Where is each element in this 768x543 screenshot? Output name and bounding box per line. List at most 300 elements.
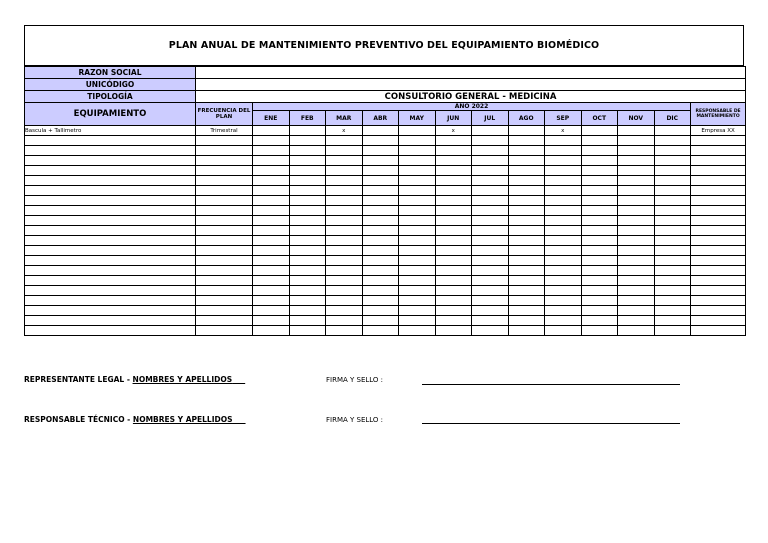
responsible-cell[interactable] — [691, 306, 746, 316]
unicodigo-value[interactable] — [196, 79, 746, 91]
month-cell[interactable] — [654, 326, 691, 336]
month-cell[interactable] — [508, 136, 545, 146]
month-cell[interactable]: x — [545, 126, 582, 136]
frequency-cell[interactable] — [196, 166, 253, 176]
month-cell[interactable] — [399, 226, 436, 236]
month-cell[interactable] — [581, 296, 618, 306]
month-cell[interactable] — [362, 256, 399, 266]
responsible-cell[interactable] — [691, 246, 746, 256]
month-cell[interactable] — [326, 316, 363, 326]
month-cell[interactable] — [253, 126, 290, 136]
month-cell[interactable] — [581, 306, 618, 316]
month-cell[interactable] — [289, 266, 326, 276]
month-cell[interactable] — [472, 146, 509, 156]
month-cell[interactable] — [545, 196, 582, 206]
month-cell[interactable] — [362, 246, 399, 256]
month-cell[interactable] — [508, 236, 545, 246]
month-cell[interactable] — [435, 166, 472, 176]
month-cell[interactable] — [472, 316, 509, 326]
month-cell[interactable] — [362, 156, 399, 166]
month-cell[interactable] — [472, 166, 509, 176]
month-cell[interactable] — [362, 296, 399, 306]
month-cell[interactable] — [508, 186, 545, 196]
month-cell[interactable] — [435, 156, 472, 166]
month-cell[interactable] — [399, 246, 436, 256]
month-cell[interactable] — [472, 186, 509, 196]
month-cell[interactable] — [545, 326, 582, 336]
month-cell[interactable] — [253, 286, 290, 296]
month-cell[interactable] — [362, 166, 399, 176]
month-cell[interactable] — [508, 276, 545, 286]
month-cell[interactable] — [289, 316, 326, 326]
month-cell[interactable] — [326, 226, 363, 236]
month-cell[interactable] — [508, 176, 545, 186]
month-cell[interactable] — [435, 296, 472, 306]
month-cell[interactable] — [545, 276, 582, 286]
month-cell[interactable] — [289, 136, 326, 146]
frequency-cell[interactable]: Trimestral — [196, 126, 253, 136]
month-cell[interactable] — [618, 256, 655, 266]
month-cell[interactable] — [472, 296, 509, 306]
month-cell[interactable] — [618, 246, 655, 256]
month-cell[interactable] — [545, 176, 582, 186]
month-cell[interactable] — [472, 216, 509, 226]
month-cell[interactable] — [326, 286, 363, 296]
month-cell[interactable] — [545, 156, 582, 166]
responsible-cell[interactable] — [691, 286, 746, 296]
month-cell[interactable] — [508, 196, 545, 206]
month-cell[interactable] — [253, 206, 290, 216]
month-cell[interactable] — [581, 166, 618, 176]
month-cell[interactable] — [508, 126, 545, 136]
responsible-cell[interactable] — [691, 326, 746, 336]
month-cell[interactable] — [618, 326, 655, 336]
month-cell[interactable] — [326, 136, 363, 146]
month-cell[interactable] — [618, 196, 655, 206]
month-cell[interactable] — [618, 276, 655, 286]
month-cell[interactable] — [399, 306, 436, 316]
month-cell[interactable] — [472, 136, 509, 146]
month-cell[interactable] — [472, 246, 509, 256]
responsible-cell[interactable] — [691, 156, 746, 166]
month-cell[interactable] — [326, 176, 363, 186]
equipment-cell[interactable] — [25, 136, 196, 146]
equipment-cell[interactable] — [25, 226, 196, 236]
month-cell[interactable] — [508, 206, 545, 216]
month-cell[interactable] — [581, 176, 618, 186]
frequency-cell[interactable] — [196, 216, 253, 226]
month-cell[interactable] — [618, 166, 655, 176]
month-cell[interactable] — [654, 266, 691, 276]
month-cell[interactable] — [289, 306, 326, 316]
frequency-cell[interactable] — [196, 296, 253, 306]
month-cell[interactable] — [289, 146, 326, 156]
month-cell[interactable] — [618, 236, 655, 246]
month-cell[interactable] — [399, 286, 436, 296]
month-cell[interactable] — [508, 246, 545, 256]
equipment-cell[interactable] — [25, 236, 196, 246]
frequency-cell[interactable] — [196, 276, 253, 286]
month-cell[interactable] — [289, 196, 326, 206]
frequency-cell[interactable] — [196, 196, 253, 206]
month-cell[interactable] — [399, 266, 436, 276]
month-cell[interactable] — [399, 126, 436, 136]
responsible-cell[interactable] — [691, 316, 746, 326]
month-cell[interactable] — [362, 186, 399, 196]
month-cell[interactable] — [581, 136, 618, 146]
month-cell[interactable] — [435, 266, 472, 276]
equipment-cell[interactable]: Bascula + Tallimetro — [25, 126, 196, 136]
month-cell[interactable] — [581, 326, 618, 336]
month-cell[interactable] — [253, 306, 290, 316]
signature-line[interactable] — [422, 384, 680, 385]
month-cell[interactable] — [508, 156, 545, 166]
frequency-cell[interactable] — [196, 306, 253, 316]
month-cell[interactable] — [654, 156, 691, 166]
month-cell[interactable] — [399, 316, 436, 326]
responsible-cell[interactable] — [691, 226, 746, 236]
equipment-cell[interactable] — [25, 316, 196, 326]
month-cell[interactable] — [362, 216, 399, 226]
month-cell[interactable] — [253, 166, 290, 176]
month-cell[interactable] — [362, 266, 399, 276]
month-cell[interactable] — [253, 236, 290, 246]
month-cell[interactable] — [545, 166, 582, 176]
month-cell[interactable] — [399, 156, 436, 166]
equipment-cell[interactable] — [25, 216, 196, 226]
month-cell[interactable] — [545, 136, 582, 146]
month-cell[interactable] — [654, 236, 691, 246]
equipment-cell[interactable] — [25, 266, 196, 276]
responsible-cell[interactable] — [691, 176, 746, 186]
month-cell[interactable] — [435, 146, 472, 156]
month-cell[interactable] — [326, 206, 363, 216]
month-cell[interactable] — [545, 206, 582, 216]
equipment-cell[interactable] — [25, 296, 196, 306]
month-cell[interactable] — [654, 316, 691, 326]
responsible-cell[interactable] — [691, 136, 746, 146]
month-cell[interactable] — [362, 316, 399, 326]
month-cell[interactable] — [326, 236, 363, 246]
frequency-cell[interactable] — [196, 226, 253, 236]
month-cell[interactable] — [289, 326, 326, 336]
month-cell[interactable] — [362, 226, 399, 236]
frequency-cell[interactable] — [196, 136, 253, 146]
month-cell[interactable] — [289, 176, 326, 186]
month-cell[interactable] — [253, 186, 290, 196]
month-cell[interactable] — [326, 266, 363, 276]
responsible-cell[interactable] — [691, 206, 746, 216]
month-cell[interactable] — [654, 146, 691, 156]
month-cell[interactable] — [618, 156, 655, 166]
month-cell[interactable] — [654, 196, 691, 206]
month-cell[interactable] — [654, 246, 691, 256]
frequency-cell[interactable] — [196, 186, 253, 196]
month-cell[interactable] — [289, 226, 326, 236]
month-cell[interactable] — [545, 286, 582, 296]
responsible-cell[interactable] — [691, 196, 746, 206]
responsible-cell[interactable] — [691, 256, 746, 266]
equipment-cell[interactable] — [25, 166, 196, 176]
month-cell[interactable] — [435, 276, 472, 286]
month-cell[interactable] — [399, 296, 436, 306]
month-cell[interactable] — [545, 316, 582, 326]
month-cell[interactable] — [472, 276, 509, 286]
month-cell[interactable] — [545, 226, 582, 236]
month-cell[interactable] — [326, 256, 363, 266]
month-cell[interactable] — [289, 216, 326, 226]
month-cell[interactable] — [326, 196, 363, 206]
month-cell[interactable] — [435, 316, 472, 326]
month-cell[interactable] — [253, 276, 290, 286]
month-cell[interactable] — [508, 226, 545, 236]
month-cell[interactable] — [654, 286, 691, 296]
equipment-cell[interactable] — [25, 156, 196, 166]
equipment-cell[interactable] — [25, 246, 196, 256]
month-cell[interactable] — [618, 306, 655, 316]
responsible-cell[interactable] — [691, 186, 746, 196]
month-cell[interactable] — [508, 216, 545, 226]
month-cell[interactable] — [618, 216, 655, 226]
equipment-cell[interactable] — [25, 286, 196, 296]
equipment-cell[interactable] — [25, 176, 196, 186]
month-cell[interactable] — [289, 166, 326, 176]
month-cell[interactable] — [618, 316, 655, 326]
month-cell[interactable] — [654, 186, 691, 196]
month-cell[interactable] — [472, 306, 509, 316]
month-cell[interactable] — [435, 176, 472, 186]
month-cell[interactable] — [326, 186, 363, 196]
month-cell[interactable] — [472, 266, 509, 276]
month-cell[interactable] — [399, 326, 436, 336]
month-cell[interactable] — [435, 206, 472, 216]
month-cell[interactable] — [654, 216, 691, 226]
month-cell[interactable] — [654, 136, 691, 146]
month-cell[interactable] — [435, 286, 472, 296]
month-cell[interactable] — [435, 196, 472, 206]
responsible-cell[interactable] — [691, 276, 746, 286]
month-cell[interactable] — [362, 176, 399, 186]
responsible-cell[interactable] — [691, 146, 746, 156]
month-cell[interactable] — [618, 126, 655, 136]
month-cell[interactable] — [581, 276, 618, 286]
month-cell[interactable] — [399, 196, 436, 206]
month-cell[interactable] — [435, 236, 472, 246]
month-cell[interactable] — [326, 326, 363, 336]
month-cell[interactable] — [289, 186, 326, 196]
month-cell[interactable] — [654, 256, 691, 266]
month-cell[interactable] — [362, 306, 399, 316]
month-cell[interactable] — [654, 226, 691, 236]
frequency-cell[interactable] — [196, 316, 253, 326]
month-cell[interactable] — [253, 176, 290, 186]
month-cell[interactable] — [654, 206, 691, 216]
month-cell[interactable] — [618, 136, 655, 146]
month-cell[interactable] — [618, 286, 655, 296]
month-cell[interactable] — [618, 186, 655, 196]
month-cell[interactable] — [326, 276, 363, 286]
month-cell[interactable] — [508, 266, 545, 276]
month-cell[interactable] — [545, 256, 582, 266]
month-cell[interactable] — [435, 216, 472, 226]
frequency-cell[interactable] — [196, 146, 253, 156]
month-cell[interactable]: x — [326, 126, 363, 136]
frequency-cell[interactable] — [196, 266, 253, 276]
month-cell[interactable] — [545, 296, 582, 306]
signature-line[interactable] — [422, 423, 680, 424]
month-cell[interactable] — [545, 236, 582, 246]
month-cell[interactable] — [253, 316, 290, 326]
month-cell[interactable] — [508, 146, 545, 156]
month-cell[interactable] — [472, 156, 509, 166]
month-cell[interactable] — [618, 266, 655, 276]
month-cell[interactable] — [472, 196, 509, 206]
month-cell[interactable] — [654, 276, 691, 286]
frequency-cell[interactable] — [196, 206, 253, 216]
month-cell[interactable] — [362, 136, 399, 146]
frequency-cell[interactable] — [196, 176, 253, 186]
month-cell[interactable] — [253, 226, 290, 236]
month-cell[interactable] — [362, 276, 399, 286]
month-cell[interactable] — [326, 216, 363, 226]
month-cell[interactable] — [399, 166, 436, 176]
equipment-cell[interactable] — [25, 306, 196, 316]
month-cell[interactable] — [508, 286, 545, 296]
frequency-cell[interactable] — [196, 326, 253, 336]
month-cell[interactable] — [289, 256, 326, 266]
month-cell[interactable] — [435, 226, 472, 236]
month-cell[interactable] — [618, 146, 655, 156]
frequency-cell[interactable] — [196, 256, 253, 266]
month-cell[interactable] — [581, 206, 618, 216]
month-cell[interactable] — [581, 316, 618, 326]
month-cell[interactable] — [399, 136, 436, 146]
month-cell[interactable] — [581, 156, 618, 166]
month-cell[interactable] — [362, 286, 399, 296]
month-cell[interactable] — [253, 326, 290, 336]
month-cell[interactable] — [289, 296, 326, 306]
equipment-cell[interactable] — [25, 206, 196, 216]
month-cell[interactable] — [326, 156, 363, 166]
month-cell[interactable] — [618, 296, 655, 306]
month-cell[interactable] — [253, 136, 290, 146]
month-cell[interactable] — [289, 126, 326, 136]
month-cell[interactable] — [508, 326, 545, 336]
month-cell[interactable] — [253, 246, 290, 256]
month-cell[interactable] — [618, 176, 655, 186]
tipologia-value[interactable]: CONSULTORIO GENERAL - MEDICINA — [196, 91, 746, 103]
equipment-cell[interactable] — [25, 276, 196, 286]
month-cell[interactable] — [326, 296, 363, 306]
month-cell[interactable] — [581, 146, 618, 156]
month-cell[interactable] — [399, 176, 436, 186]
month-cell[interactable] — [399, 276, 436, 286]
month-cell[interactable] — [289, 286, 326, 296]
month-cell[interactable] — [654, 176, 691, 186]
month-cell[interactable] — [654, 126, 691, 136]
month-cell[interactable] — [581, 226, 618, 236]
month-cell[interactable] — [472, 206, 509, 216]
month-cell[interactable] — [253, 216, 290, 226]
month-cell[interactable] — [508, 316, 545, 326]
month-cell[interactable] — [362, 126, 399, 136]
month-cell[interactable] — [362, 196, 399, 206]
month-cell[interactable] — [581, 246, 618, 256]
month-cell[interactable] — [399, 146, 436, 156]
month-cell[interactable] — [362, 146, 399, 156]
responsible-cell[interactable] — [691, 236, 746, 246]
frequency-cell[interactable] — [196, 286, 253, 296]
month-cell[interactable] — [581, 236, 618, 246]
month-cell[interactable] — [326, 246, 363, 256]
month-cell[interactable] — [618, 226, 655, 236]
month-cell[interactable] — [508, 166, 545, 176]
month-cell[interactable] — [326, 166, 363, 176]
month-cell[interactable] — [435, 186, 472, 196]
month-cell[interactable] — [581, 266, 618, 276]
month-cell[interactable] — [545, 266, 582, 276]
equipment-cell[interactable] — [25, 326, 196, 336]
month-cell[interactable] — [435, 246, 472, 256]
month-cell[interactable] — [253, 296, 290, 306]
month-cell[interactable] — [545, 216, 582, 226]
month-cell[interactable] — [399, 256, 436, 266]
month-cell[interactable] — [545, 306, 582, 316]
month-cell[interactable] — [472, 326, 509, 336]
month-cell[interactable] — [435, 306, 472, 316]
month-cell[interactable] — [253, 196, 290, 206]
month-cell[interactable] — [289, 206, 326, 216]
month-cell[interactable] — [472, 236, 509, 246]
month-cell[interactable] — [581, 126, 618, 136]
frequency-cell[interactable] — [196, 246, 253, 256]
month-cell[interactable] — [654, 296, 691, 306]
month-cell[interactable] — [326, 306, 363, 316]
month-cell[interactable] — [435, 256, 472, 266]
frequency-cell[interactable] — [196, 236, 253, 246]
month-cell[interactable] — [435, 326, 472, 336]
equipment-cell[interactable] — [25, 186, 196, 196]
month-cell[interactable] — [545, 186, 582, 196]
month-cell[interactable] — [289, 246, 326, 256]
equipment-cell[interactable] — [25, 256, 196, 266]
month-cell[interactable] — [253, 266, 290, 276]
month-cell[interactable]: x — [435, 126, 472, 136]
month-cell[interactable] — [289, 276, 326, 286]
month-cell[interactable] — [508, 296, 545, 306]
month-cell[interactable] — [289, 236, 326, 246]
month-cell[interactable] — [399, 216, 436, 226]
month-cell[interactable] — [654, 306, 691, 316]
month-cell[interactable] — [581, 186, 618, 196]
month-cell[interactable] — [362, 236, 399, 246]
month-cell[interactable] — [399, 206, 436, 216]
month-cell[interactable] — [362, 206, 399, 216]
responsible-cell[interactable] — [691, 216, 746, 226]
month-cell[interactable] — [581, 286, 618, 296]
month-cell[interactable] — [472, 126, 509, 136]
month-cell[interactable] — [472, 176, 509, 186]
responsible-cell[interactable]: Empresa XX — [691, 126, 746, 136]
month-cell[interactable] — [253, 146, 290, 156]
month-cell[interactable] — [435, 136, 472, 146]
responsible-cell[interactable] — [691, 266, 746, 276]
month-cell[interactable] — [618, 206, 655, 216]
month-cell[interactable] — [545, 246, 582, 256]
month-cell[interactable] — [253, 256, 290, 266]
razon-social-value[interactable] — [196, 67, 746, 79]
month-cell[interactable] — [472, 226, 509, 236]
